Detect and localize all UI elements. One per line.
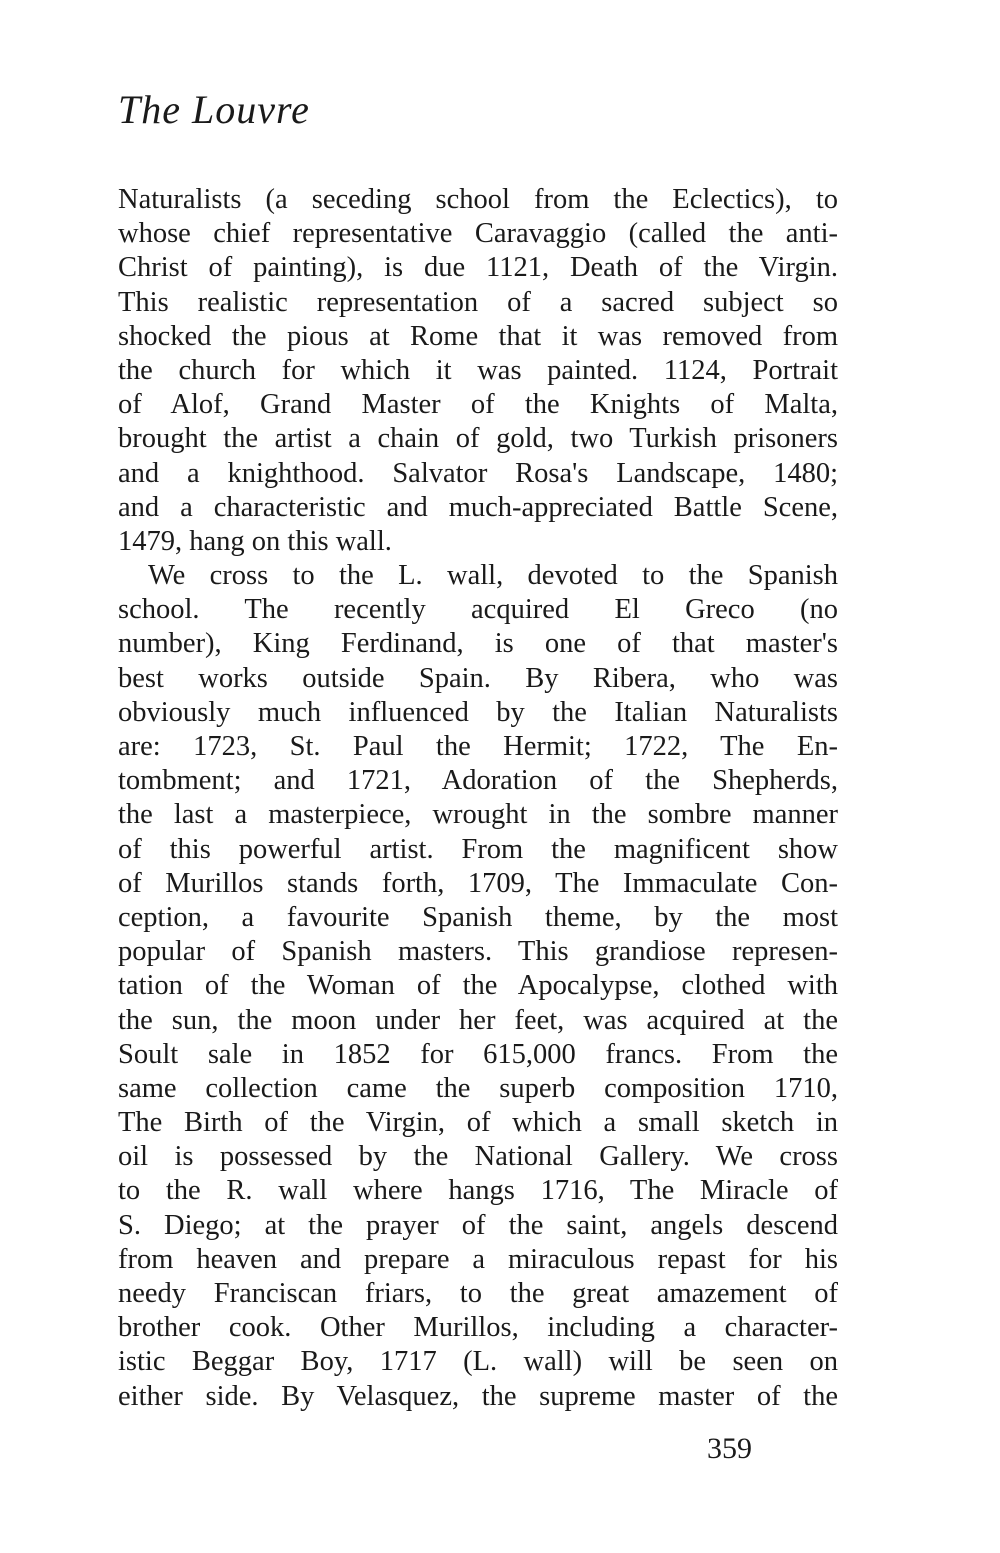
- page-number: 359: [707, 1432, 752, 1465]
- text-line: best works outside Spain. By Ribera, who was: [118, 662, 838, 694]
- text-line: S. Diego; at the prayer of the saint, angels descend: [118, 1209, 838, 1241]
- text-line: ception, a favourite Spanish theme, by the most: [118, 901, 838, 933]
- text-line: the sun, the moon under her feet, was acquired at the: [118, 1004, 838, 1036]
- text-line: This realistic representation of a sacred subject so: [118, 286, 838, 318]
- text-line: tombment; and 1721, Adoration of the Shepherds,: [118, 765, 838, 797]
- text-line: to the R. wall where hangs 1716, The Miracle of: [118, 1175, 838, 1207]
- text-line: obviously much influenced by the Italian Naturalists: [118, 696, 838, 728]
- text-line: the last a masterpiece, wrought in the sombre manner: [118, 799, 838, 831]
- text-line: number), King Ferdinand, is one of that master's: [118, 628, 838, 660]
- text-line: school. The recently acquired El Greco (no: [118, 594, 838, 626]
- text-line: Naturalists (a seceding school from the Eclectics), to: [118, 184, 838, 215]
- text-line: popular of Spanish masters. This grandiose represen-: [118, 936, 838, 968]
- text-line: The Birth of the Virgin, of which a small sketch in: [118, 1107, 838, 1139]
- text-line: needy Franciscan friars, to the great amazement of: [118, 1278, 838, 1309]
- text-line: of Murillos stands forth, 1709, The Immaculate Con-: [118, 867, 838, 899]
- running-head: The Louvre: [118, 87, 310, 132]
- text-line-paragraph-end: 1479, hang on this wall.: [118, 525, 392, 557]
- text-line: either side. By Velasquez, the supreme master of the: [118, 1380, 838, 1412]
- text-line: from heaven and prepare a miraculous repast for his: [118, 1243, 838, 1275]
- body-text: [118, 183, 838, 1414]
- text-line: brother cook. Other Murillos, including a character-: [118, 1312, 838, 1344]
- text-line: Christ of painting), is due 1121, Death of the Virgin.: [118, 252, 838, 284]
- text-line: the church for which it was painted. 1124, Portrait: [118, 354, 838, 386]
- text-line-paragraph-start: We cross to the L. wall, devoted to the Spanish: [148, 560, 838, 592]
- text-line: and a knighthood. Salvator Rosa's Landscape, 1480;: [118, 457, 838, 489]
- text-line: of Alof, Grand Master of the Knights of Malta,: [118, 389, 838, 421]
- text-line: istic Beggar Boy, 1717 (L. wall) will be seen on: [118, 1346, 838, 1378]
- text-line: shocked the pious at Rome that it was removed from: [118, 320, 838, 352]
- text-line: oil is possessed by the National Gallery. We cross: [118, 1141, 838, 1173]
- text-line: brought the artist a chain of gold, two Turkish prisoners: [118, 423, 838, 455]
- text-line: of this powerful artist. From the magnificent show: [118, 833, 838, 865]
- text-line: are: 1723, St. Paul the Hermit; 1722, The En-: [118, 731, 838, 762]
- text-line: Soult sale in 1852 for 615,000 francs. From the: [118, 1038, 838, 1070]
- text-line: same collection came the superb composition 1710,: [118, 1072, 838, 1104]
- text-line: whose chief representative Caravaggio (called the anti-: [118, 218, 838, 250]
- text-line: and a characteristic and much-appreciated Battle Scene,: [118, 491, 838, 523]
- text-line: tation of the Woman of the Apocalypse, clothed with: [118, 970, 838, 1002]
